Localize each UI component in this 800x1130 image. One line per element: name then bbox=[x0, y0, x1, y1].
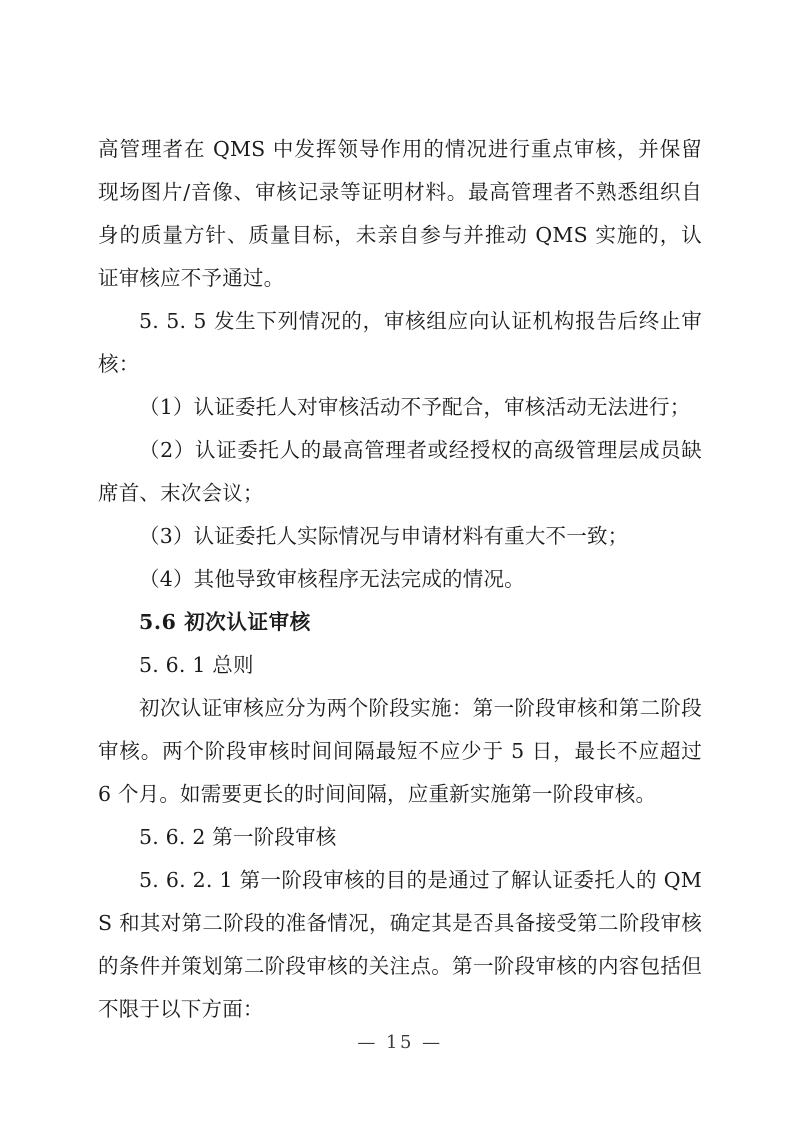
list-item-4: （4）其他导致审核程序无法完成的情况。 bbox=[139, 567, 525, 591]
paragraph-5-6-1-body: 初次认证审核应分为两个阶段实施：第一阶段审核和第二阶段审核。两个阶段审核时间间隔最短不应少于 5 日，最长不应超过 6 个月。如需要更长的时间间隔，应重新实施第一阶段审核。 bbox=[98, 696, 702, 806]
paragraph-continuation-5-5-4: 高管理者在 QMS 中发挥领导作用的情况进行重点审核，并保留现场图片/音像、审核记录等证明材料。最高管理者不熟悉组织自身的质量方针、质量目标，未亲自参与并推动 QMS 实施的，认证审核应不予通过。 bbox=[98, 137, 702, 290]
clause-5-6-2-1: 5. 6. 2. 1 第一阶段审核的目的是通过了解认证委托人的 QMS 和其对第二阶段的准备情况，确定其是否具备接受第二阶段审核的条件并策划第二阶段审核的关注点。第一阶段审核的内容包括但不限于以下方面： bbox=[98, 868, 702, 1021]
list-item-2: （2）认证委托人的最高管理者或经授权的高级管理层成员缺席首、末次会议； bbox=[98, 438, 702, 505]
subsection-heading-5-6-2: 5. 6. 2 第一阶段审核 bbox=[139, 825, 337, 849]
list-item-3: （3）认证委托人实际情况与申请材料有重大不一致； bbox=[139, 524, 629, 548]
page-number: — 15 — bbox=[357, 1032, 443, 1053]
section-heading-5-6: 5.6 初次认证审核 bbox=[139, 610, 311, 634]
list-item-1: （1）认证委托人对审核活动不予配合，审核活动无法进行； bbox=[139, 395, 691, 419]
clause-5-5-5: 5. 5. 5 发生下列情况的，审核组应向认证机构报告后终止审核： bbox=[98, 309, 702, 376]
page-body-text bbox=[98, 128, 702, 1031]
subsection-heading-5-6-1: 5. 6. 1 总则 bbox=[139, 653, 254, 677]
